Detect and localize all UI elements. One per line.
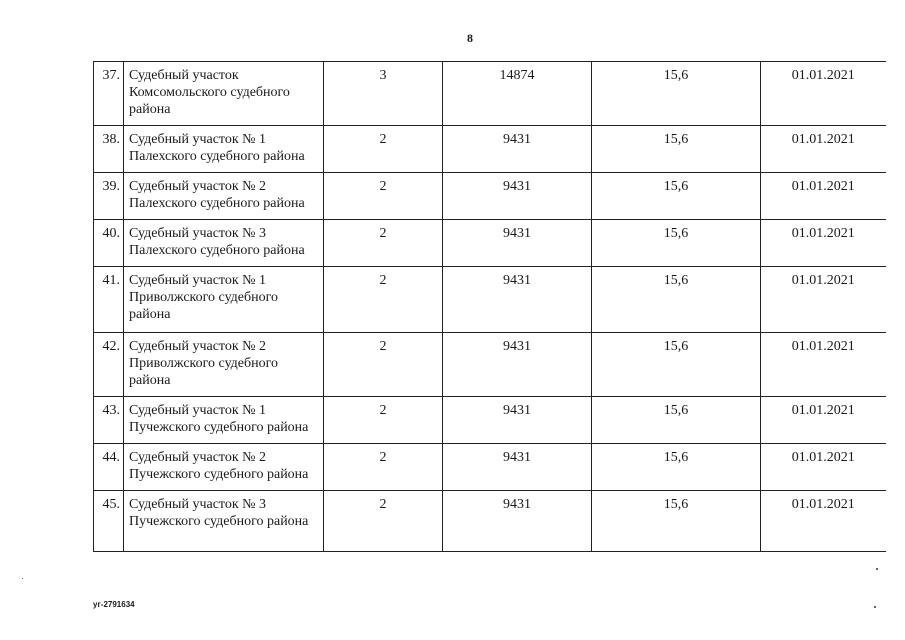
cell-amount: 9431 <box>443 220 592 267</box>
row-number: 44. <box>94 444 124 491</box>
cell-rate: 15,6 <box>592 397 761 444</box>
row-number: 42. <box>94 333 124 397</box>
cell-date: 01.01.2021 <box>761 333 886 397</box>
cell-rate: 15,6 <box>592 126 761 173</box>
cell-amount: 9431 <box>443 491 592 552</box>
cell-amount: 9431 <box>443 444 592 491</box>
cell-count: 3 <box>324 62 443 126</box>
cell-amount: 14874 <box>443 62 592 126</box>
district-name: Судебный участок № 1 Приволжского судебного района <box>124 267 324 333</box>
row-number: 39. <box>94 173 124 220</box>
cell-rate: 15,6 <box>592 267 761 333</box>
cell-count: 2 <box>324 397 443 444</box>
cell-date: 01.01.2021 <box>761 491 886 552</box>
district-name: Судебный участок № 3 Пучежского судебного района <box>124 491 324 552</box>
cell-rate: 15,6 <box>592 491 761 552</box>
table-row <box>94 397 886 444</box>
cell-amount: 9431 <box>443 333 592 397</box>
cell-date: 01.01.2021 <box>761 220 886 267</box>
table-row <box>94 173 886 220</box>
cell-rate: 15,6 <box>592 62 761 126</box>
cell-amount: 9431 <box>443 126 592 173</box>
district-name: Судебный участок № 3 Палехского судебного района <box>124 220 324 267</box>
table-row <box>94 491 886 552</box>
district-name: Судебный участок № 2 Палехского судебного района <box>124 173 324 220</box>
cell-count: 2 <box>324 220 443 267</box>
table-row <box>94 62 886 126</box>
cell-date: 01.01.2021 <box>761 397 886 444</box>
cell-rate: 15,6 <box>592 333 761 397</box>
row-number: 43. <box>94 397 124 444</box>
cell-amount: 9431 <box>443 267 592 333</box>
cell-rate: 15,6 <box>592 220 761 267</box>
cell-amount: 9431 <box>443 397 592 444</box>
cell-rate: 15,6 <box>592 444 761 491</box>
table-row <box>94 220 886 267</box>
table-row <box>94 444 886 491</box>
district-name: Судебный участок № 2 Приволжского судебного района <box>124 333 324 397</box>
scan-speck <box>876 568 878 570</box>
cell-date: 01.01.2021 <box>761 62 886 126</box>
cell-count: 2 <box>324 491 443 552</box>
cell-count: 2 <box>324 444 443 491</box>
district-name: Судебный участок № 2 Пучежского судебного района <box>124 444 324 491</box>
cell-date: 01.01.2021 <box>761 173 886 220</box>
scan-speck <box>874 606 876 608</box>
table-row <box>94 126 886 173</box>
row-number: 45. <box>94 491 124 552</box>
table-body <box>94 62 886 552</box>
table-row <box>94 333 886 397</box>
row-number: 37. <box>94 62 124 126</box>
district-name: Судебный участок № 1 Пучежского судебного района <box>124 397 324 444</box>
row-number: 40. <box>94 220 124 267</box>
cell-date: 01.01.2021 <box>761 126 886 173</box>
row-number: 38. <box>94 126 124 173</box>
court-districts-table <box>93 61 886 552</box>
cell-date: 01.01.2021 <box>761 444 886 491</box>
cell-count: 2 <box>324 267 443 333</box>
district-name: Судебный участок Комсомольского судебного района <box>124 62 324 126</box>
table-row <box>94 267 886 333</box>
row-number: 41. <box>94 267 124 333</box>
cell-count: 2 <box>324 333 443 397</box>
cell-date: 01.01.2021 <box>761 267 886 333</box>
scan-speck <box>22 578 23 579</box>
cell-rate: 15,6 <box>592 173 761 220</box>
page-number: 8 <box>467 31 473 45</box>
document-code: уг-2791634 <box>93 600 135 609</box>
cell-amount: 9431 <box>443 173 592 220</box>
cell-count: 2 <box>324 126 443 173</box>
cell-count: 2 <box>324 173 443 220</box>
district-name: Судебный участок № 1 Палехского судебного района <box>124 126 324 173</box>
